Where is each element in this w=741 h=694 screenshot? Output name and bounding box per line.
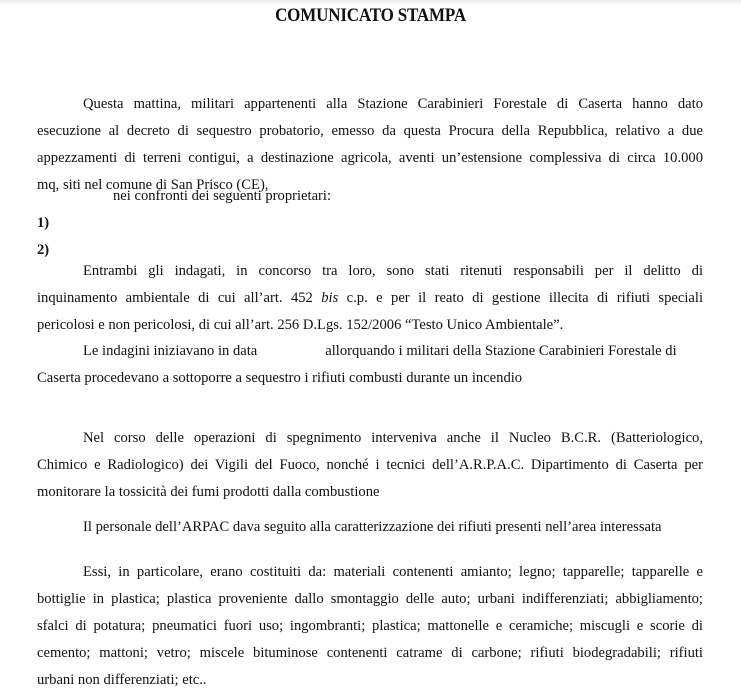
text-fragment: c.p. e per il reato di gestione illecita di rifiuti speciali (338, 290, 704, 306)
paragraph-charges (37, 258, 703, 339)
owners-list (37, 210, 703, 264)
text-line (37, 338, 703, 365)
paragraph-investigation-start (37, 338, 703, 392)
text-fragment: inquinamento ambientale di cui all’art. 452 (37, 290, 322, 306)
text-line (37, 285, 703, 312)
text-line: sfalci di potatura; pneumatici fuori uso; ingombranti; plastica; mattonelle e ceramiche; miscugli e scorie di (37, 618, 703, 634)
text-line: Caserta procedevano a sottoporre a sequestro i rifiuti combusti durante un incendio (37, 370, 523, 386)
text-line: Chimico e Radiologico) dei Vigili del Fuoco, nonché i tecnici dell’A.R.P.A.C. Dipartimento di Caserta per (37, 457, 703, 473)
text-line: mq, siti nel comune di San Prisco (CE), (37, 177, 269, 193)
text-line: Il personale dell’ARPAC dava seguito alla caratterizzazione dei rifiuti presenti nell’area interessata (83, 519, 662, 535)
text-line: monitorare la tossicità dei fumi prodotti dalla combustione (37, 484, 380, 500)
text-line: Questa mattina, militari appartenenti alla Stazione Carabinieri Forestale di Caserta hanno dato (83, 96, 703, 112)
paragraph-waste-list (37, 559, 703, 694)
text-line: esecuzione al decreto di sequestro probatorio, emesso da questa Procura della Repubblica, relativo a due (37, 123, 703, 139)
paragraph-owners-intro (37, 183, 703, 210)
text-line: Essi, in particolare, erano costituiti da: materiali contenenti amianto; legno; tapparelle; tapparelle e (83, 564, 703, 580)
text-line: nei confronti dei seguenti proprietari: (113, 188, 332, 204)
italic-bis: bis (321, 290, 339, 306)
paragraph-arpac (37, 514, 703, 541)
text-fragment: Le indagini iniziavano in data (83, 343, 258, 359)
list-item: 1) (37, 215, 50, 231)
text-line: urbani non differenziati; etc.. (37, 672, 207, 688)
paragraph-firefighting (37, 425, 703, 506)
text-line: Entrambi gli indagati, in concorso tra loro, sono stati ritenuti responsabili per il delitto di (83, 263, 703, 279)
text-line: pericolosi e non pericolosi, di cui all’art. 256 D.Lgs. 152/2006 “Testo Unico Ambientale”. (37, 317, 564, 333)
text-line: cemento; mattoni; vetro; miscele bituminose contenenti catrame di carbone; rifiuti biodegradabili; rifiuti (37, 645, 703, 661)
text-line: appezzamenti di terreni contigui, a destinazione agricola, aventi un’estensione complessiva di circa 10.000 (37, 150, 703, 166)
text-fragment: allorquando i militari della Stazione Carabinieri Forestale di (325, 343, 677, 359)
text-line: Nel corso delle operazioni di spegnimento interveniva anche il Nucleo B.C.R. (Batteriologico, (83, 430, 703, 446)
text-line: bottiglie in plastica; plastica proveniente dallo smontaggio delle auto; urbani indifferenziati; abbigliamento; (37, 591, 703, 607)
list-item: 2) (37, 242, 50, 258)
document-title: COMUNICATO STAMPA (275, 6, 466, 26)
